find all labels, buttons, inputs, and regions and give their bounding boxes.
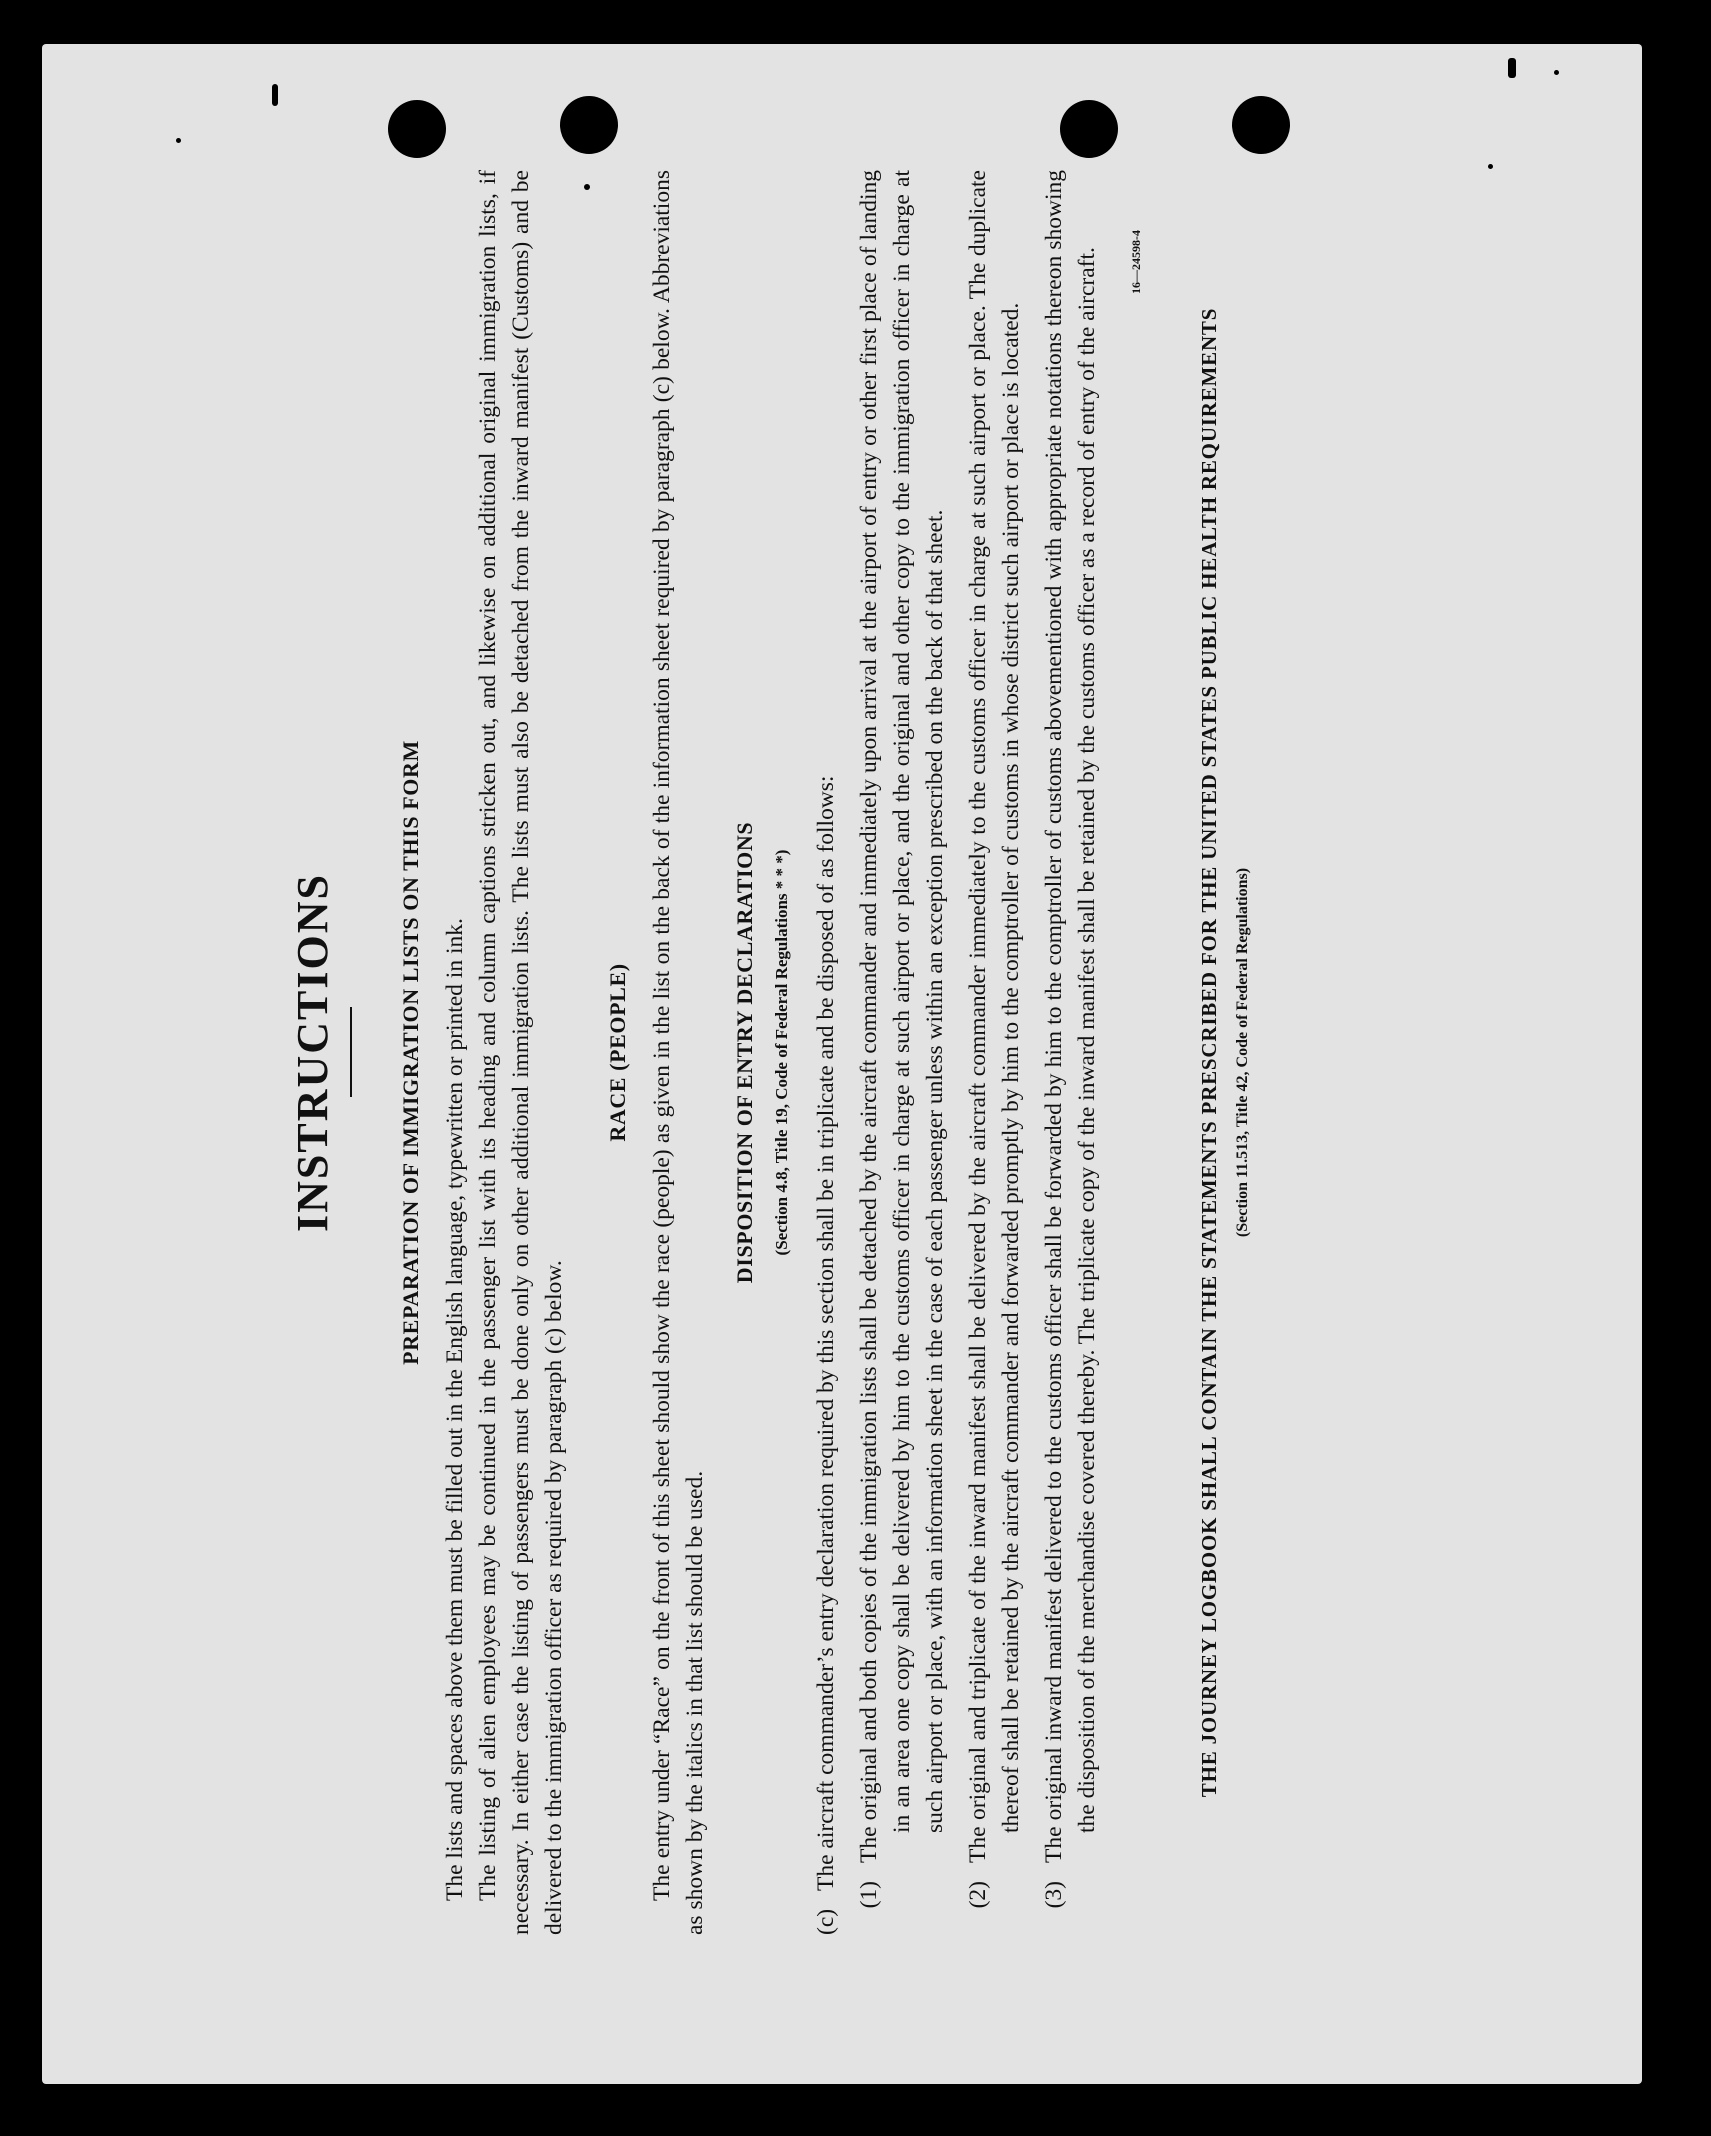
speck [1554,70,1559,75]
form-number: 16—24598-4 [1129,230,1143,294]
list-item [853,170,952,1935]
preparation-paragraph-2: The listing of alien employees may be continued in the passenger list with its heading and column captions stricken out, and likewise on additional original immigration lists, if necessary. In either case the listing of passengers must be done only on other additional immigration lists. The lists must also be detached from the inward manifest (Customs) and be delivered to the immigration officer as required by paragraph (c) below. [475,170,567,1935]
preparation-heading: PREPARATION OF IMMIGRATION LISTS ON THIS FORM [398,740,423,1365]
punch-hole [388,100,446,158]
paragraph-c [810,170,843,1935]
list-item-number: (1) [856,1881,882,1909]
disposition-citation: (Section 4.8, Title 19, Code of Federal Regulations * * *) [772,849,791,1256]
list-item [1038,170,1104,1935]
speck [176,138,181,143]
list-item-text: The original and triplicate of the inward manifest shall be delivered by the aircraft commander immediately to the customs officer in charge at such airport or place. The duplicate thereof shall be retained by the aircraft commander and forwarded promptly by him to the comptroller of customs in whose district such airport or place is located. [965,170,1024,1863]
paragraph-c-text: The aircraft commander’s entry declaration required by this section shall be in triplicate and be disposed of as follows: [813,775,839,1891]
title-rule [350,1008,352,1098]
race-paragraph: The entry under “Race” on the front of this sheet should show the race (people) as given in the list on the back of the information sheet required by paragraph (c) below. Abbreviations as shown by the italics in that list should be used. [649,170,708,1935]
race-heading: RACE (PEOPLE) [605,963,630,1142]
document-content [288,170,1363,1935]
paragraph-c-label: (c) [813,1908,839,1935]
punch-hole [1232,96,1290,154]
list-item-text: The original inward manifest delivered to the customs officer shall be forwarded by him to the comptroller of customs abovementioned with appropriate notations thereon showing the disposition of the merchandise covered thereby. The triplicate copy of the inward manifest shall be retained by the customs officer as a record of entry of the aircraft. [1041,170,1100,1863]
disposition-heading: DISPOSITION OF ENTRY DECLARATIONS [732,821,757,1284]
list-item-number: (2) [965,1881,991,1909]
list-item-number: (3) [1041,1881,1067,1909]
punch-hole [560,96,618,154]
footer-citation: (Section 11.513, Title 42, Code of Federal Regulations) [1234,867,1251,1238]
punch-hole [1060,100,1118,158]
page-title: INSTRUCTIONS [288,873,337,1232]
speck [1508,58,1516,78]
list-item-text: The original and both copies of the immigration lists shall be detached by the aircraft commander and immediately upon arrival at the airport of entry or other first place of landing in an area one copy shall be delivered by him to the customs officer in charge at such airport or place, and the original and other copy to the immigration officer in charge at such airport or place, with an information sheet in the case of each passenger unless within an exception prescribed on the back of that sheet. [856,170,948,1863]
speck [272,84,278,106]
preparation-paragraph-1: The lists and spaces above them must be filled out in the English language, typewritten or printed in ink. [442,918,468,1901]
list-item [962,170,1028,1935]
footer-statement: THE JOURNEY LOGBOOK SHALL CONTAIN THE STATEMENTS PRESCRIBED FOR THE UNITED STATES PUBLIC HEALTH REQUIREMENTS [1197,307,1221,1798]
speck [1488,164,1493,169]
